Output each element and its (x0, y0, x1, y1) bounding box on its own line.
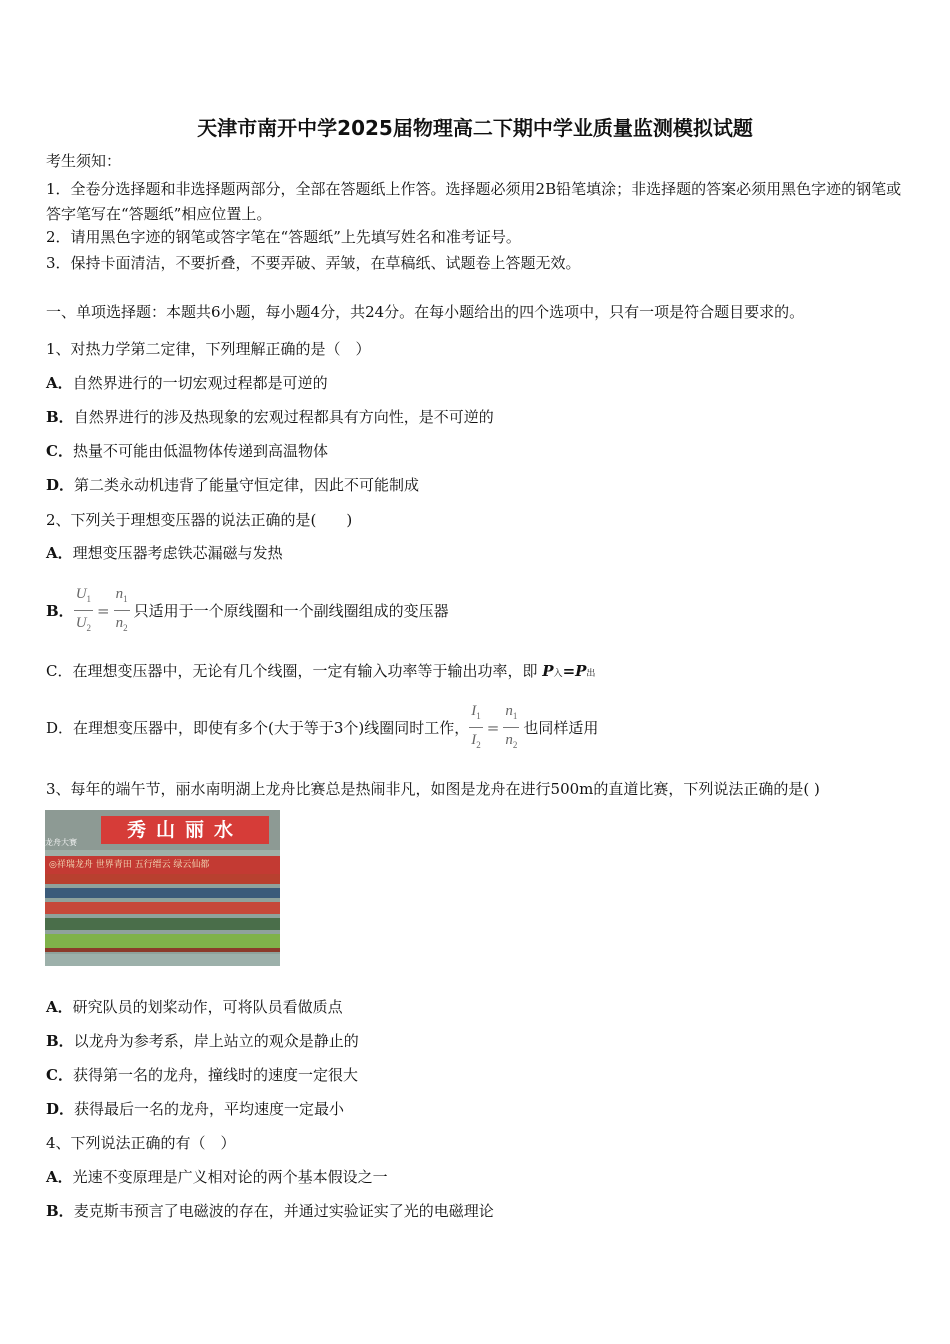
boat-row-4 (45, 918, 280, 930)
boat-row-3 (45, 902, 280, 914)
q1-stem: 1、对热力学第二定律，下列理解正确的是（ ） (46, 340, 371, 358)
q4-option-b: B．麦克斯韦预言了电磁波的存在，并通过实验证实了光的电磁理论 (46, 1202, 494, 1220)
q1-option-c: C．热量不可能由低温物体传递到高温物体 (46, 442, 328, 460)
photo-ad-strip: ◎祥瑞龙舟 世界青田 五行缙云 绿云仙都 (45, 856, 280, 874)
current-ratio-fraction: $\frac{I_1}{I_2}$ (469, 702, 483, 754)
voltage-ratio-fraction: $\frac{U_1}{U_2}$ (74, 585, 93, 637)
q2-option-a: A．理想变压器考虑铁芯漏磁与发热 (46, 544, 283, 562)
q1-option-a: A．自然界进行的一切宏观过程都是可逆的 (46, 374, 328, 392)
q3-stem: 3、每年的端午节，丽水南明湖上龙舟比赛总是热闹非凡，如图是龙舟在进行500m的直道比赛，下列说法正确的是( ) (46, 780, 820, 798)
q3-option-c: C．获得第一名的龙舟，撞线时的速度一定很大 (46, 1066, 358, 1084)
boat-hull (45, 948, 280, 952)
boats-illustration (45, 874, 280, 966)
q2-option-b-label: B． (46, 602, 74, 620)
turns-ratio-fraction-d: $\frac{n_1}{n_2}$ (503, 702, 519, 754)
section-heading: 一、单项选择题：本题共6小题，每小题4分，共24分。在每小题给出的四个选项中，只有一项是符合题目要求的。 (46, 303, 805, 321)
turns-ratio-fraction: $\frac{n_1}{n_2}$ (114, 585, 130, 637)
q2-option-c: C．在理想变压器中，无论有几个线圈，一定有输入功率等于输出功率，即 P入=P出 (46, 662, 596, 680)
notice-item-2: 2．请用黑色字迹的钢笔或答字笔在“答题纸”上先填写姓名和准考证号。 (46, 228, 521, 246)
q4-option-a: A．光速不变原理是广义相对论的两个基本假设之一 (46, 1168, 388, 1186)
q3-option-b: B．以龙舟为参考系，岸上站立的观众是静止的 (46, 1032, 359, 1050)
q2-option-b-text: 只适用于一个原线圈和一个副线圈组成的变压器 (133, 602, 449, 620)
photo-banner (45, 810, 280, 850)
boat-row-1 (45, 874, 280, 884)
q1-option-d: D．第二类永动机违背了能量守恒定律，因此不可能制成 (46, 476, 420, 494)
q2-option-d-tail: 也同样适用 (523, 719, 599, 737)
q2-stem: 2、下列关于理想变压器的说法正确的是( ) (46, 511, 353, 529)
boat-row-2 (45, 888, 280, 898)
q3-option-d: D．获得最后一名的龙舟，平均速度一定最小 (46, 1100, 345, 1118)
notice-item-3: 3．保持卡面清洁，不要折叠，不要弄破、弄皱，在草稿纸、试题卷上答题无效。 (46, 254, 581, 272)
page-title: 天津市南开中学2025届物理高二下期中学业质量监测模拟试题 (197, 116, 753, 140)
q1-option-b: B．自然界进行的涉及热现象的宏观过程都具有方向性，是不可逆的 (46, 408, 494, 426)
q2-option-d: D．在理想变压器中，即使有多个(大于等于3个)线圈同时工作， $\frac{I_1}{I_2}$ = $\frac{n_1}{n_2}$ 也同样适用 (46, 692, 598, 764)
q4-stem: 4、下列说法正确的有（ ） (46, 1134, 236, 1152)
notice-item-1: 1．全卷分选择题和非选择题两部分，全部在答题纸上作答。选择题必须用2B铅笔填涂；非选择题的答案必须用黑色字迹的钢笔或答字笔写在“答题纸”相应位置上。 (46, 180, 902, 223)
photo-side-label: 龙舟大赛 (45, 838, 77, 847)
notice-heading: 考生须知： (46, 152, 122, 170)
q3-option-a: A．研究队员的划桨动作，可将队员看做质点 (46, 998, 343, 1016)
q2-option-b: B． $\frac{U_1}{U_2}$ = $\frac{n_1}{n_2}$ 只适用于一个原线圈和一个副线圈组成的变压器 (46, 576, 449, 646)
photo-banner-text: 秀山丽水 (101, 816, 269, 844)
boat-row-5 (45, 934, 280, 948)
dragon-boat-photo (45, 810, 280, 966)
q2-option-d-text: D．在理想变压器中，即使有多个(大于等于3个)线圈同时工作， (46, 719, 470, 737)
